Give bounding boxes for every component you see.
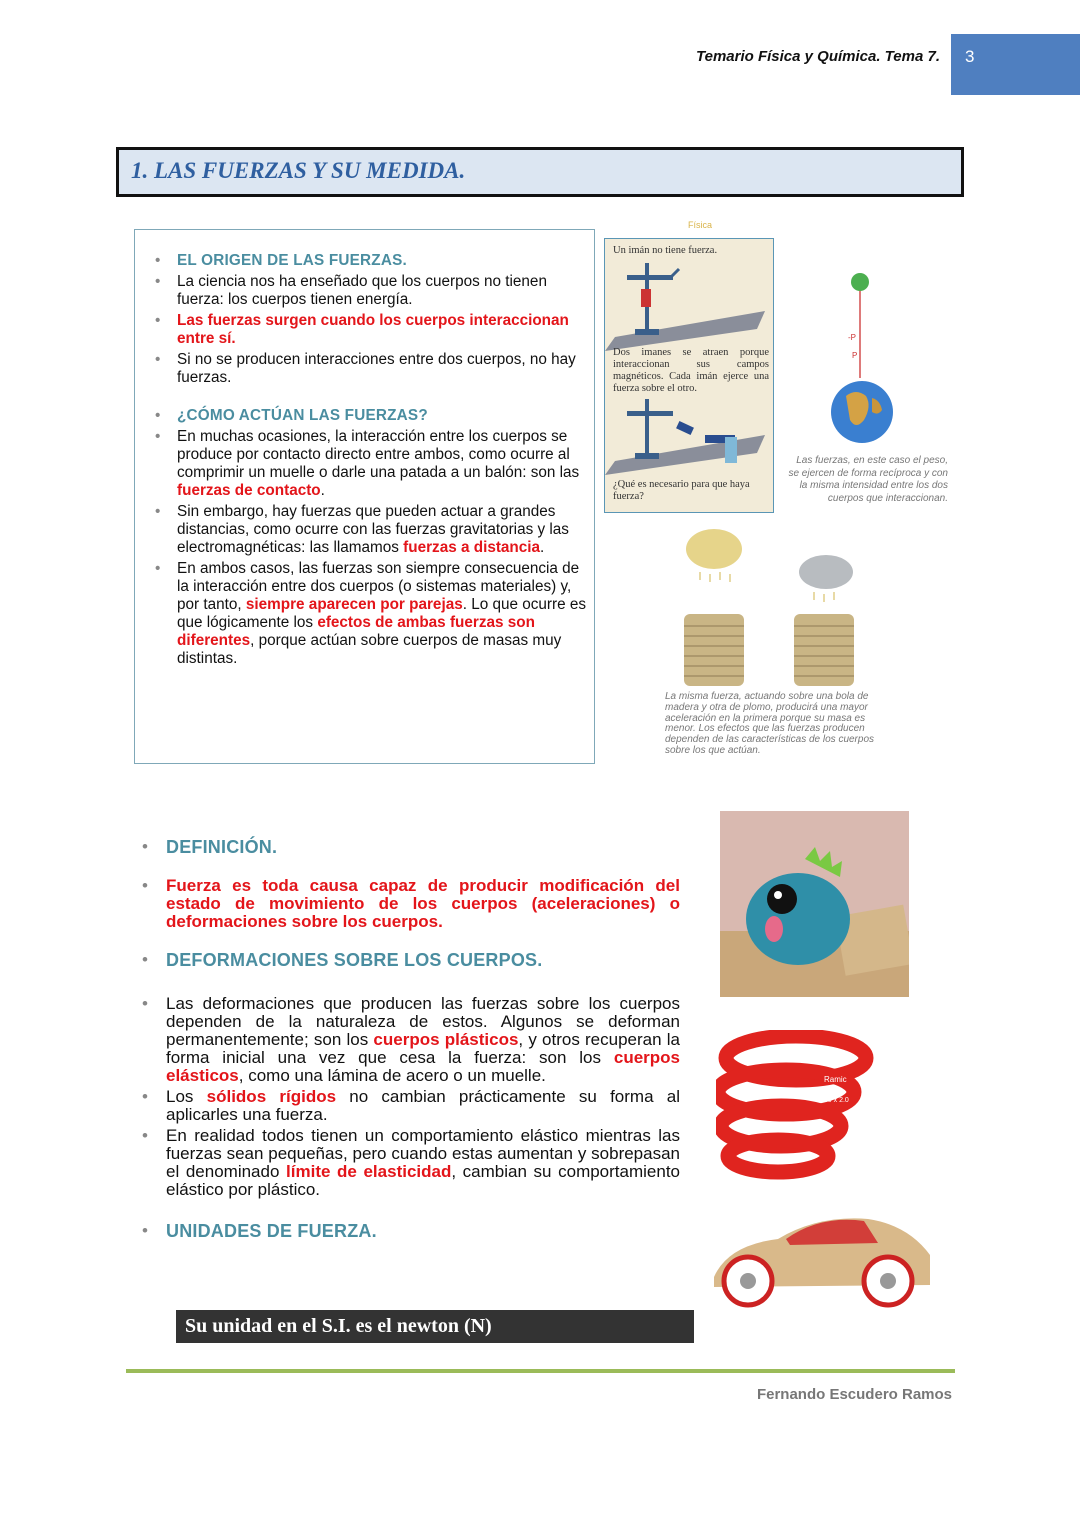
deformations-paragraph-2: • Los sólidos rígidos no cambian prácticamente su forma al aplicarles una fuerza. bbox=[140, 1088, 680, 1124]
definition-text: • Fuerza es toda causa capaz de producir modificación del estado de movimiento de los cuerpos (aceleraciones) o deformaciones sobre los cuerpos. bbox=[140, 877, 680, 931]
action-heading: • ¿CÓMO ACTÚAN LAS FUERZAS? bbox=[153, 407, 588, 425]
origin-heading: • EL ORIGEN DE LAS FUERZAS. bbox=[153, 252, 588, 270]
lead-ball-icon bbox=[799, 555, 853, 589]
magnet-text-3: ¿Qué es necesario para que haya fuerza? bbox=[613, 479, 750, 502]
magnet-text-2: Dos imanes se atraen porque interaccionan sus campos magnéticos. Cada imán ejerce una fuerza sobre el otro. bbox=[613, 347, 769, 394]
page-number: 3 bbox=[951, 34, 1080, 95]
spring-code-text: 350 x 2.0 bbox=[820, 1097, 849, 1104]
footer-rule bbox=[126, 1369, 955, 1373]
spring-brand-text: Ramic bbox=[824, 1075, 847, 1084]
origin-paragraph-2: • Las fuerzas surgen cuando los cuerpos interaccionan entre sí. bbox=[153, 312, 588, 348]
action-paragraph-2: • Sin embargo, hay fuerzas que pueden actuar a grandes distancias, como ocurre con las fuerzas gravitatorias y las electromagnéticas: las llamamos fuerzas a distancia. bbox=[153, 503, 588, 557]
action-paragraph-1: • En muchas ocasiones, la interacción entre los cuerpos se produce por contacto directo entre ambos, como ocurre al comprimir un muelle o darle una patada a un balón: son las fuerzas de contacto. bbox=[153, 428, 588, 500]
unit-box: Su unidad en el S.I. es el newton (N) bbox=[176, 1310, 694, 1343]
can-right-icon bbox=[794, 614, 854, 686]
wood-ball-icon bbox=[686, 529, 742, 569]
footer-author: Fernando Escudero Ramos bbox=[756, 1386, 952, 1403]
section-title: 1. LAS FUERZAS Y SU MEDIDA. bbox=[131, 158, 466, 183]
definition-heading: • DEFINICIÓN. bbox=[140, 838, 680, 857]
header-title: Temario Física y Química. Tema 7. bbox=[696, 48, 940, 65]
force-label-p: P bbox=[852, 351, 858, 360]
balloon-icon bbox=[851, 273, 869, 291]
plasticine-dinosaur-image bbox=[720, 811, 909, 997]
section-title-box bbox=[116, 147, 964, 197]
origin-paragraph-3: • Si no se producen interacciones entre dos cuerpos, no hay fuerzas. bbox=[153, 351, 588, 387]
balls-caption: La misma fuerza, actuando sobre una bola de madera y otra de plomo, producirá una mayor aceleración en la primera porque su masa es menor. Los efectos que las fuerzas producen dependen de las características de los cuerpos sobre los que actúan. bbox=[665, 691, 875, 756]
definitions-section bbox=[140, 838, 680, 1244]
can-left-icon bbox=[684, 614, 744, 686]
origin-paragraph-1: • La ciencia nos ha enseñado que los cuerpos no tienen fuerza: los cuerpos tienen energía. bbox=[153, 273, 588, 309]
deformations-heading: • DEFORMACIONES SOBRE LOS CUERPOS. bbox=[140, 951, 680, 970]
action-paragraph-3: • En ambos casos, las fuerzas son siempre consecuencia de la interacción entre dos cuerpos (o sistemas materiales) y, por tanto, siempre aparecen por parejas. Lo que ocurre es que lógicamente los efectos de ambas fuerzas son diferentes, porque actúan sobre cuerpos de masas muy distintas. bbox=[153, 560, 588, 668]
wooden-car-image bbox=[708, 1205, 936, 1310]
physics-label: Física bbox=[688, 220, 713, 230]
magnet-figure bbox=[604, 238, 774, 513]
balls-cans-illustration bbox=[664, 522, 884, 692]
magnet-text-1: Un imán no tiene fuerza. bbox=[613, 245, 718, 256]
forces-origin-box bbox=[134, 229, 595, 764]
deformations-paragraph-3: • En realidad todos tienen un comportamiento elástico mientras las fuerzas sean pequeñas, pero cuando estas aumentan y sobrepasan el denominado límite de elasticidad, cambian su comportamiento elástico por plástico. bbox=[140, 1127, 680, 1199]
earth-caption: Las fuerzas, en este caso el peso, se ejercen de forma recíproca y con la misma intensidad entre los dos cuerpos que interaccionan. bbox=[788, 455, 948, 504]
force-label-minus-p: -P bbox=[848, 333, 856, 342]
deformations-paragraph-1: • Las deformaciones que producen las fuerzas sobre los cuerpos dependen de la naturaleza de estos. Algunos se deforman permanentemente; son los cuerpos plásticos, y otros recuperan la forma inicial una vez que cesa la fuerza: son los cuerpos elásticos, como una lámina de acero o un muelle. bbox=[140, 995, 680, 1085]
units-heading: • UNIDADES DE FUERZA. bbox=[140, 1222, 680, 1241]
red-spring-image bbox=[716, 1030, 876, 1180]
